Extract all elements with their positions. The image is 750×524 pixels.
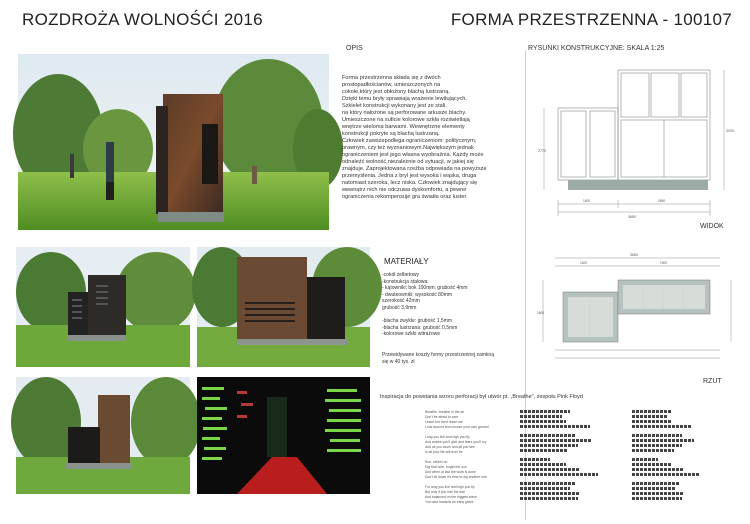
materials-title: MATERIAŁY xyxy=(384,257,429,266)
rzut-part-3: 1900 xyxy=(660,261,668,265)
cost-note: Przewidywane koszty formy przestrzennej zamkną się w 40 tys. zł xyxy=(382,352,494,365)
widok-part-2: 2650 xyxy=(658,199,666,203)
render-image-3 xyxy=(197,247,370,367)
widok-part-1: 1400 xyxy=(583,199,591,203)
opis-label: OPIS xyxy=(346,45,363,52)
widok-label: WIDOK xyxy=(700,223,724,230)
project-title: FORMA PRZESTRZENNA - 100107 xyxy=(450,10,732,29)
perforation-pattern-2 xyxy=(632,410,720,502)
interior-render-image xyxy=(197,377,370,494)
render-image-4 xyxy=(16,377,190,494)
inspiration-text: Inspiracja do powstania wzoru perforacji był utwór pt. „Breathe", zespołu Pink Floyd xyxy=(380,394,583,400)
drawings-label: RYSUNKI KONSTRUKCYJNE: SKALA 1:25 xyxy=(528,45,665,52)
plan-drawing xyxy=(535,250,735,370)
rzut-label: RZUT xyxy=(703,378,722,385)
elevation-drawing xyxy=(528,62,733,222)
main-render-image xyxy=(18,54,329,230)
widok-height-left: 2770 xyxy=(538,149,546,153)
materials-list: -cokół żelbetowy -konstrukcja stalowa: - kątowniki: bok 100mm; grubość 4mm - dwuteowniki: wysokość 80mm szerokość 42mm grubość 3,9mm -blacha zwykle: grubość 1,5mm -blacha lustrzana: grubość 0,5mm -kolorowe szkło witrażowe xyxy=(382,272,468,338)
rzut-depth: 1600 xyxy=(537,311,545,315)
lyrics-text: Breathe, breathe in the air Don't be afraid to care Leave but don't leave me Look around and choose your own ground Long you live and high you fly And smiles you'll give and tears you'll cry And all you touch and all you see Is all your life will ever be Run, rabbit run Dig that hole, forget the sun And when at last the work is done Don't sit down it's time to dig another one For long you live and high you fly But only if you ride the tide And balanced on the biggest wave You race towards an early grave xyxy=(425,410,489,504)
perforation-pattern-1 xyxy=(520,410,608,502)
description-text: Forma przestrzenna składa się z dwóch prostopadłościanów, umieszczonych na cokole,który jest obłożony blachą lustrzaną. Dzięki temu bryły sprawiają wrażenie lewitujących. Szkielet konstrukcji wykonany jest ze stali, na który nałożone są perforowane arkusze blachy. Umieszczone na suficie kolorowe szkła rozświetlają wnętrze wieloma barwami. Wewnętrzne elementy konstrukcji pokryte są blachą lustrzaną. Człowiek zawszepodlega ograniczeniom: politycznym, prawnym, czy też wyznaniowym.Największym jednak ograniczeniem jest jego własna wyobraźnia. Każdy może odnaleźć wolność,niezależnie od sytuacji, w jakiej się znajduje. Zaprojektowana rzeźba odpowiada na powyższe przemyślenia. Jedna z bryl jest wysoka i wąska, druga natomiast szeroka, lecz niska. Człowiek znajdujący się wewnątrz nich nie odczuwa dyskomfortu, a pewne ograniczenia rekompensuje gra światła oraz luster. xyxy=(342,75,487,200)
render-image-2 xyxy=(16,247,190,367)
widok-width-total: 3650 xyxy=(628,215,636,219)
widok-height-right: 3030 xyxy=(726,129,734,133)
rzut-part-1: 1400 xyxy=(580,261,588,265)
poster-title: ROZDROŻA WOLNOŚĆI 2016 xyxy=(22,10,263,29)
rzut-total: 3650 xyxy=(630,253,638,257)
